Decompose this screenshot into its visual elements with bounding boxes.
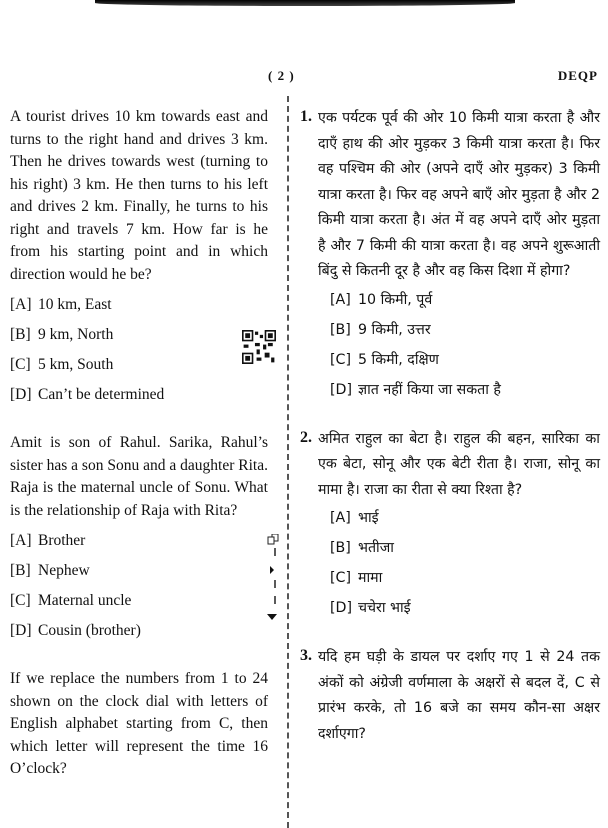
option-a[interactable]: [A] 10 किमी, पूर्व <box>330 291 433 308</box>
question-en-3 <box>10 668 268 781</box>
page-top-edge <box>95 0 515 6</box>
option-c[interactable]: [C] 5 km, South <box>10 356 114 373</box>
question-hi-3 <box>300 645 600 747</box>
option-d[interactable]: [D] Can’t be determined <box>10 386 165 403</box>
column-divider <box>287 96 289 828</box>
question-hi-2 <box>300 427 600 624</box>
option-b[interactable]: [B] भतीजा <box>330 540 394 556</box>
question-text: यदि हम घड़ी के डायल पर दर्शाए गए 1 से 24 तक अंकों को अंग्रेजी वर्णमाला के अक्षरों से बदल दें, C से प्रारंभ करके, तो 16 बजे का समय कौन-सा अक्षर दर्शाएगा? <box>318 649 600 742</box>
question-en-1 <box>10 106 268 406</box>
question-text: If we replace the numbers from 1 to 24 shown on the clock dial with letters of English alphabet starting from C, then which letter will represent the time 16 O’clock? <box>10 670 268 777</box>
option-d[interactable]: [D] ज्ञात नहीं किया जा सकता है <box>330 381 501 398</box>
qr-code-icon <box>242 330 276 364</box>
option-d[interactable]: [D] चचेरा भाई <box>330 600 411 616</box>
option-c[interactable]: [C] 5 किमी, दक्षिण <box>330 351 439 368</box>
option-c[interactable]: [C] मामा <box>330 570 383 586</box>
question-text: Amit is son of Rahul. Sarika, Rahul’s sister has a son Sonu and a daughter Rita. Raja is the maternal uncle of Sonu. What is the relationship of Raja with Rita? <box>10 434 268 519</box>
question-number: 3. <box>300 647 312 664</box>
option-a[interactable]: [A] भाई <box>330 510 379 526</box>
question-text: A tourist drives 10 km towards east and turns to the right hand and drives 3 km. Then he drives towards west (turning to his right) 3 km. He then turns to his left and drives 2 km. Finally, he turns to his right and travels 7 km. How far is he from his starting point and in which direction would he be? <box>10 108 268 283</box>
option-a[interactable]: [A] 10 km, East <box>10 296 112 313</box>
hindi-column <box>300 106 600 747</box>
question-text: एक पर्यटक पूर्व की ओर 10 किमी यात्रा करता है और दाएँ हाथ की ओर मुड़कर 3 किमी यात्रा करता है। फिर वह पश्चिम की ओर (अपने दाएँ ओर मुड़कर) 3 किमी यात्रा करता है। फिर वह अपने बाएँ ओर मुड़ता है और 2 किमी यात्रा करता है। अंत में वह अपने दाएँ ओर मुड़ता है और 7 किमी की यात्रा करता है। वह अपने शुरूआती बिंदु से कितनी दूर है और वह किस दिशा में होगा? <box>318 110 600 279</box>
option-a[interactable]: [A] Brother <box>10 532 86 549</box>
question-number: 1. <box>300 108 312 125</box>
option-c[interactable]: [C] Maternal uncle <box>10 592 132 609</box>
option-b[interactable]: [B] Nephew <box>10 562 90 579</box>
question-en-2 <box>10 432 268 642</box>
page-number: ( 2 ) <box>268 68 295 83</box>
question-number: 2. <box>300 428 312 446</box>
paper-code: DEQP <box>557 68 598 83</box>
option-b[interactable]: [B] 9 किमी, उत्तर <box>330 321 431 338</box>
english-column <box>10 106 268 799</box>
option-b[interactable]: [B] 9 km, North <box>10 326 114 343</box>
scroll-controls[interactable] <box>264 534 280 624</box>
question-hi-1 <box>300 106 600 405</box>
option-d[interactable]: [D] Cousin (brother) <box>10 622 141 639</box>
question-text: अमित राहुल का बेटा है। राहुल की बहन, सारिका का एक बेटा, सोनू और एक बेटी रीता है। राजा, सोनू का मामा है। राजा का रीता से क्या रिश्ता है? <box>318 430 600 498</box>
